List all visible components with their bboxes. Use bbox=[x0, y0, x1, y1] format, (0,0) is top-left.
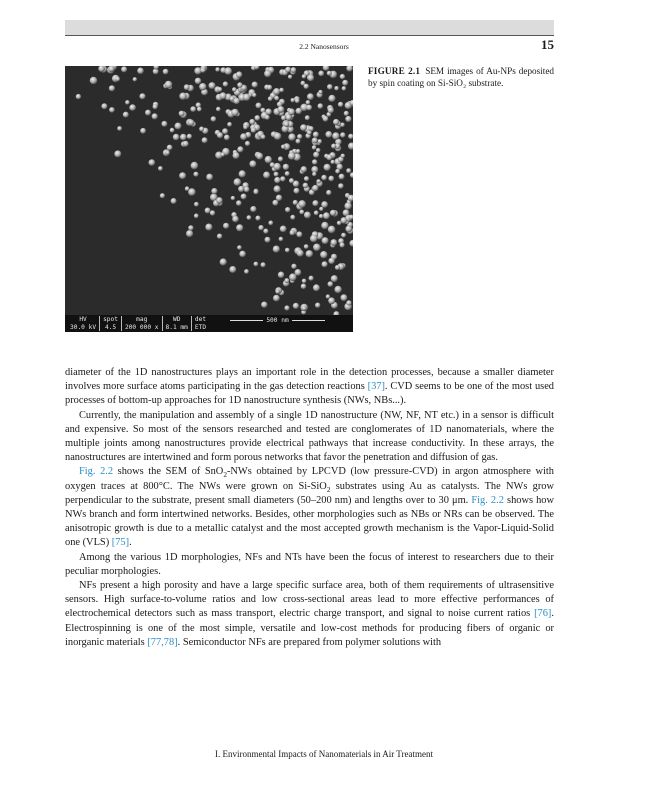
nanoparticle bbox=[186, 230, 193, 237]
nanoparticle bbox=[302, 74, 306, 78]
nanoparticle bbox=[274, 172, 279, 177]
nanoparticle bbox=[153, 104, 158, 109]
nanoparticle bbox=[239, 251, 246, 258]
nanoparticle bbox=[114, 150, 121, 157]
nanoparticle bbox=[188, 225, 193, 230]
nanoparticle bbox=[247, 215, 252, 220]
nanoparticle bbox=[139, 93, 145, 99]
nanoparticle bbox=[296, 231, 302, 237]
nanoparticle bbox=[346, 300, 351, 305]
nanoparticle bbox=[290, 215, 295, 220]
nanoparticle bbox=[224, 135, 230, 141]
nanoparticle bbox=[175, 123, 182, 130]
nanoparticle bbox=[180, 134, 187, 141]
header-rule bbox=[65, 35, 554, 36]
nanoparticle bbox=[328, 107, 334, 113]
nanoparticle bbox=[190, 106, 196, 112]
nanoparticle bbox=[274, 163, 281, 170]
nanoparticle bbox=[194, 202, 199, 207]
nanoparticle bbox=[165, 150, 170, 155]
reference-link[interactable]: [37] bbox=[367, 381, 385, 393]
nanoparticle bbox=[268, 221, 273, 226]
nanoparticle bbox=[264, 70, 271, 77]
header-bar bbox=[65, 20, 554, 35]
nanoparticle bbox=[194, 214, 199, 219]
nanoparticle bbox=[216, 107, 221, 112]
nanoparticle bbox=[288, 75, 292, 79]
nanoparticle bbox=[319, 207, 323, 211]
nanoparticle bbox=[300, 124, 307, 131]
nanoparticle bbox=[265, 156, 272, 163]
figure-link[interactable]: Fig. 2.2 bbox=[471, 494, 504, 506]
nanoparticle bbox=[274, 177, 280, 183]
nanoparticle bbox=[258, 225, 263, 230]
running-head: 2.2 Nanosensors bbox=[299, 42, 349, 51]
nanoparticle bbox=[205, 224, 212, 231]
nanoparticle bbox=[340, 74, 345, 79]
nanoparticle bbox=[285, 207, 290, 212]
page-number: 15 bbox=[541, 37, 554, 52]
nanoparticle bbox=[265, 109, 271, 115]
nanoparticle bbox=[289, 273, 297, 281]
nanoparticle bbox=[108, 66, 114, 72]
nanoparticle bbox=[284, 121, 290, 127]
nanoparticle bbox=[217, 87, 222, 92]
nanoparticle bbox=[193, 172, 198, 177]
nanoparticle bbox=[312, 145, 317, 150]
nanoparticle bbox=[161, 121, 167, 127]
nanoparticle bbox=[251, 128, 256, 133]
nanoparticle bbox=[187, 134, 192, 139]
nanoparticle bbox=[291, 264, 296, 269]
nanoparticle bbox=[197, 107, 202, 112]
nanoparticle bbox=[308, 126, 313, 131]
nanoparticle bbox=[284, 305, 289, 310]
nanoparticle bbox=[296, 149, 300, 153]
sem-col-wd: WD 8.1 mm bbox=[163, 316, 192, 331]
nanoparticle bbox=[296, 108, 302, 114]
nanoparticle bbox=[289, 178, 294, 183]
nanoparticle bbox=[274, 133, 281, 140]
nanoparticle bbox=[307, 74, 314, 81]
nanoparticle bbox=[341, 294, 348, 301]
nanoparticle bbox=[101, 103, 107, 109]
nanoparticle bbox=[274, 96, 279, 101]
nanoparticle bbox=[109, 107, 115, 113]
nanoparticle bbox=[323, 116, 329, 122]
nanoparticle bbox=[163, 69, 169, 75]
nanoparticle bbox=[221, 152, 225, 156]
nanoparticle bbox=[312, 159, 317, 164]
nanoparticle bbox=[211, 188, 217, 194]
sem-col-mag: mag 200 000 x bbox=[122, 316, 163, 331]
nanoparticle bbox=[316, 148, 321, 153]
nanoparticle bbox=[322, 261, 328, 267]
nanoparticle bbox=[341, 233, 346, 238]
nanoparticle bbox=[140, 128, 146, 134]
nanoparticle bbox=[326, 154, 332, 160]
nanoparticle bbox=[202, 137, 208, 143]
nanoparticle bbox=[261, 302, 267, 308]
nanoparticle bbox=[325, 131, 332, 138]
nanoparticle bbox=[227, 122, 232, 127]
nanoparticle bbox=[149, 159, 156, 166]
nanoparticle bbox=[237, 245, 242, 250]
nanoparticle bbox=[328, 95, 335, 102]
nanoparticle bbox=[255, 115, 261, 121]
nanoparticle bbox=[125, 100, 130, 105]
nanoparticle bbox=[322, 237, 329, 244]
nanoparticle bbox=[316, 179, 320, 183]
nanoparticle bbox=[243, 125, 248, 130]
nanoparticle bbox=[231, 196, 235, 200]
nanoparticle bbox=[321, 201, 328, 208]
nanoparticle bbox=[294, 188, 300, 194]
sem-col-hv: HV 30.0 kV bbox=[67, 316, 100, 331]
nanoparticle bbox=[241, 194, 247, 200]
nanoparticle bbox=[254, 262, 259, 267]
nanoparticle bbox=[328, 176, 334, 182]
nanoparticle bbox=[191, 162, 199, 170]
sem-micrograph bbox=[65, 66, 353, 332]
nanoparticle bbox=[328, 281, 334, 287]
nanoparticle bbox=[341, 154, 345, 158]
nanoparticle bbox=[340, 132, 345, 137]
nanoparticle bbox=[337, 221, 342, 226]
nanoparticle bbox=[179, 93, 186, 100]
nanoparticle bbox=[179, 111, 185, 117]
nanoparticle bbox=[273, 88, 280, 95]
page-footer: I. Environmental Impacts of Nanomaterials in Air Treatment bbox=[215, 749, 433, 759]
nanoparticle bbox=[320, 251, 327, 258]
nanoparticle bbox=[335, 169, 340, 174]
nanoparticle bbox=[299, 210, 304, 215]
nanoparticle bbox=[179, 172, 186, 179]
nanoparticle bbox=[330, 210, 336, 216]
nanoparticle bbox=[237, 146, 243, 152]
nanoparticle bbox=[209, 82, 216, 89]
nanoparticle bbox=[245, 141, 250, 146]
nanoparticle bbox=[216, 197, 223, 204]
caption-text: SEM images of Au-NPs deposited by spin coating on Si-SiO₂ substrate. bbox=[368, 66, 554, 88]
nanoparticle bbox=[265, 115, 270, 120]
nanoparticle bbox=[255, 216, 260, 221]
nanoparticle bbox=[280, 226, 287, 233]
nanoparticle bbox=[145, 110, 151, 116]
sem-col-det: det ETD bbox=[194, 316, 207, 331]
nanoparticle bbox=[330, 239, 337, 246]
nanoparticle bbox=[345, 226, 352, 233]
nanoparticle bbox=[205, 208, 211, 214]
nanoparticle bbox=[334, 86, 339, 91]
nanoparticle bbox=[240, 133, 247, 140]
nanoparticle bbox=[323, 212, 330, 219]
nanoparticle bbox=[256, 153, 263, 160]
nanoparticle bbox=[229, 266, 236, 273]
nanoparticle bbox=[302, 279, 307, 284]
nanoparticle bbox=[319, 214, 323, 218]
nanoparticle bbox=[305, 115, 310, 120]
nanoparticle bbox=[310, 235, 318, 243]
nanoparticle bbox=[252, 93, 256, 97]
nanoparticle bbox=[306, 100, 311, 105]
nanoparticle bbox=[211, 116, 217, 122]
nanoparticle bbox=[253, 189, 258, 194]
nanoparticle bbox=[328, 258, 334, 264]
figure-label: FIGURE 2.1 bbox=[368, 66, 421, 76]
nanoparticle bbox=[318, 71, 324, 77]
nanoparticle bbox=[321, 175, 327, 181]
nanoparticle bbox=[273, 246, 280, 253]
nanoparticle bbox=[236, 200, 242, 206]
nanoparticle bbox=[278, 272, 285, 279]
nanoparticle bbox=[304, 244, 309, 249]
nanoparticle bbox=[243, 94, 250, 101]
paragraph-1: diameter of the 1D nanostructures plays an important role in the detection processes, because a smaller diameter involves more surface atoms participating in the gas detection reactions [37]. CVD seems to be one of the most used processes of bottom-up approaches for 1D nanostructure synthesis (NWs, NBs...). bbox=[65, 367, 554, 407]
nanoparticle bbox=[331, 160, 335, 164]
nanoparticle bbox=[344, 111, 349, 116]
nanoparticle bbox=[249, 119, 255, 125]
nanoparticle bbox=[335, 265, 340, 270]
nanoparticle bbox=[117, 126, 122, 131]
nanoparticle bbox=[160, 193, 165, 198]
nanoparticle bbox=[167, 145, 173, 151]
nanoparticle bbox=[324, 164, 331, 171]
nanoparticle bbox=[313, 244, 321, 252]
nanoparticle bbox=[121, 66, 127, 72]
nanoparticle bbox=[244, 269, 249, 274]
nanoparticle bbox=[273, 295, 280, 302]
nanoparticle bbox=[293, 303, 299, 309]
nanoparticle bbox=[311, 166, 318, 173]
nanoparticle bbox=[313, 284, 320, 291]
nanoparticle bbox=[263, 229, 268, 234]
nanoparticle bbox=[327, 84, 333, 90]
nanoparticle bbox=[306, 250, 313, 257]
nanoparticle bbox=[171, 198, 177, 204]
nanoparticle bbox=[224, 67, 232, 75]
nanoparticle bbox=[268, 96, 273, 101]
paragraph-5: NFs present a high porosity and have a large specific surface area, both of them requirements of ultrasensitive sensors. High surface-to-volume ratios and low cross-sectional areas lead to more effective performances of electrochemical detectors such as mass transport, electric charge transport, and signal to noise current ratios [76]. Electrospinning is one of the most simple, versatile and low-cost methods for producing fibers of organic or inorganic materials [77,78]. Semiconductor NFs are prepared from polymer solutions with bbox=[65, 580, 554, 648]
nanoparticle bbox=[331, 144, 336, 149]
nanoparticle bbox=[332, 132, 339, 139]
nanoparticle bbox=[342, 86, 347, 91]
nanoparticle bbox=[170, 128, 175, 133]
nanoparticle bbox=[236, 224, 243, 231]
nanoparticle bbox=[261, 135, 266, 140]
nanoparticle bbox=[334, 286, 341, 293]
nanoparticle bbox=[302, 306, 307, 311]
nanoparticle bbox=[217, 234, 222, 239]
nanoparticle bbox=[265, 237, 271, 243]
figure-link[interactable]: Fig. 2.2 bbox=[79, 466, 114, 478]
nanoparticle bbox=[115, 77, 120, 82]
nanoparticle bbox=[137, 68, 144, 75]
nanoparticle bbox=[288, 152, 295, 159]
nanoparticle bbox=[274, 185, 281, 192]
scale-bar-label: 500 nm bbox=[230, 317, 325, 324]
reference-link[interactable]: [75] bbox=[111, 537, 130, 549]
nanoparticle bbox=[272, 200, 278, 206]
nanoparticle bbox=[301, 166, 307, 172]
nanoparticle bbox=[346, 168, 351, 173]
nanoparticle bbox=[285, 248, 290, 253]
nanoparticle bbox=[76, 94, 81, 99]
nanoparticle bbox=[184, 84, 190, 90]
nanoparticle bbox=[109, 85, 115, 91]
nanoparticle bbox=[237, 82, 242, 87]
nanoparticle bbox=[304, 212, 311, 219]
nanoparticle bbox=[312, 172, 316, 176]
nanoparticle bbox=[312, 137, 318, 143]
nanoparticle bbox=[338, 102, 343, 107]
nanoparticle bbox=[318, 90, 322, 94]
nanoparticle bbox=[312, 200, 318, 206]
figure-caption bbox=[368, 66, 554, 89]
nanoparticle bbox=[233, 152, 240, 159]
nanoparticle bbox=[309, 276, 314, 281]
nanoparticle bbox=[326, 294, 330, 298]
nanoparticle bbox=[345, 116, 351, 122]
nanoparticle bbox=[306, 105, 312, 111]
nanoparticle bbox=[321, 222, 328, 229]
nanoparticle bbox=[288, 133, 295, 140]
nanoparticle bbox=[297, 134, 302, 139]
nanoparticle bbox=[267, 85, 272, 90]
nanoparticle bbox=[295, 98, 300, 103]
nanoparticle bbox=[303, 183, 309, 189]
nanoparticle bbox=[222, 128, 228, 134]
nanoparticle bbox=[285, 171, 290, 176]
nanoparticle bbox=[313, 132, 319, 138]
nanoparticle bbox=[285, 67, 291, 73]
nanoparticle bbox=[297, 250, 304, 257]
nanoparticle bbox=[317, 139, 322, 144]
nanoparticle bbox=[314, 211, 319, 216]
nanoparticle bbox=[338, 183, 344, 189]
nanoparticle bbox=[129, 104, 136, 111]
nanoparticle bbox=[210, 210, 215, 215]
nanoparticle bbox=[340, 242, 345, 247]
nanoparticle bbox=[339, 174, 345, 180]
nanoparticle bbox=[231, 109, 238, 116]
nanoparticle bbox=[239, 170, 246, 177]
reference-link[interactable]: [76] bbox=[534, 608, 552, 620]
nanoparticle bbox=[217, 132, 223, 138]
sem-info-bar bbox=[65, 315, 353, 332]
nanoparticle bbox=[304, 176, 309, 181]
reference-link[interactable]: [77,78] bbox=[147, 636, 178, 648]
nanoparticle bbox=[158, 166, 163, 171]
nanoparticle bbox=[331, 275, 338, 282]
nanoparticle bbox=[318, 103, 324, 109]
nanoparticle bbox=[298, 200, 306, 208]
nanoparticle bbox=[312, 185, 318, 191]
nanoparticle bbox=[333, 119, 339, 125]
nanoparticle bbox=[215, 67, 220, 72]
nanoparticle bbox=[90, 77, 98, 85]
nanoparticle bbox=[344, 202, 351, 209]
nanoparticle bbox=[283, 164, 289, 170]
nanoparticle bbox=[220, 92, 227, 99]
nanoparticle bbox=[238, 186, 244, 192]
nanoparticle bbox=[185, 186, 190, 191]
nanoparticle bbox=[278, 106, 285, 113]
nanoparticle bbox=[244, 187, 250, 193]
nanoparticle bbox=[152, 113, 158, 119]
paragraph-2: Currently, the manipulation and assembly of a single 1D nanostructure (NW, NF, NT etc.) in a sensor is difficult and expensive. So most of the sensors researched and tested are conglomerates of 1D nanomaterials, where the multiple joints among nanostructures provide electrical pathways that increase conductivity. In these arrays, the nanostructures are intertwined and form porous networks that favor the penetration and diffusion of gas. bbox=[65, 409, 554, 464]
nanoparticle bbox=[183, 141, 189, 147]
nanoparticle bbox=[296, 139, 301, 144]
nanoparticle bbox=[232, 87, 237, 92]
nanoparticle bbox=[250, 206, 256, 212]
nanoparticle bbox=[290, 230, 295, 235]
paragraph-3: Fig. 2.2 shows the SEM of SnO$_2$-NWs obtained by LPCVD (low pressure-CVD) in argon atmosphere with oxygen traces at 800°C. The NWs were grown on Si-SiO$_2$ substrates using Au as catalysts. The NWs grow perpendicular to the substrate, present small diameters (50–200 nm) and lengths over to 30 μm. Fig. 2.2 shows how NWs branch and form intertwined networks. Besides, other morphologies such as NBs or NRs can be observed. The anisotropic growth is due to a metallic catalyst and the most accepted growth mechanism is the Vapor-Liquid-Solid one (VLS) [75]. bbox=[65, 466, 555, 549]
nanoparticle bbox=[326, 190, 331, 195]
nanoparticle bbox=[123, 112, 129, 118]
nanoparticle bbox=[173, 134, 180, 141]
nanoparticle bbox=[195, 78, 202, 85]
nanoparticle bbox=[199, 127, 204, 132]
nanoparticle bbox=[232, 216, 239, 223]
nanoparticle bbox=[279, 237, 284, 242]
nanoparticle bbox=[275, 289, 280, 294]
nanoparticle bbox=[252, 82, 258, 88]
nanoparticle bbox=[220, 258, 227, 265]
nanoparticle bbox=[263, 172, 270, 179]
nanoparticle bbox=[307, 93, 314, 100]
nanoparticle bbox=[328, 226, 336, 234]
nanoparticle bbox=[165, 81, 173, 89]
nanoparticle bbox=[281, 145, 286, 150]
nanoparticle bbox=[256, 103, 262, 109]
nanoparticle bbox=[328, 297, 335, 304]
nanoparticle bbox=[327, 71, 332, 76]
nanoparticle bbox=[291, 67, 297, 73]
nanoparticle bbox=[304, 84, 309, 89]
nanoparticle bbox=[206, 174, 213, 181]
nanoparticle bbox=[315, 303, 320, 308]
nanoparticle bbox=[301, 284, 307, 290]
nanoparticle bbox=[288, 108, 295, 115]
nanoparticle bbox=[279, 88, 284, 93]
nanoparticle bbox=[276, 195, 282, 201]
nanoparticle bbox=[199, 83, 206, 90]
nanoparticle bbox=[188, 119, 194, 125]
paragraph-4: Among the various 1D morphologies, NFs and NTs have been the focus of interest to researchers due to their peculiar morphologies. bbox=[65, 551, 554, 577]
nanoparticle bbox=[249, 160, 256, 167]
nanoparticle bbox=[236, 71, 242, 77]
nanoparticle bbox=[280, 176, 285, 181]
nanoparticle bbox=[223, 81, 228, 86]
sem-image bbox=[65, 66, 353, 332]
nanoparticle bbox=[278, 156, 283, 161]
nanoparticle bbox=[293, 200, 298, 205]
nanoparticle bbox=[133, 77, 137, 81]
nanoparticle bbox=[200, 68, 205, 73]
nanoparticle bbox=[342, 80, 348, 86]
nanoparticle bbox=[223, 223, 229, 229]
nanoparticle bbox=[261, 262, 266, 267]
sem-col-spot: spot 4.5 bbox=[100, 316, 122, 331]
nanoparticle bbox=[284, 278, 289, 283]
body-text bbox=[65, 366, 554, 650]
nanoparticle bbox=[281, 115, 286, 120]
nanoparticle bbox=[234, 178, 242, 186]
